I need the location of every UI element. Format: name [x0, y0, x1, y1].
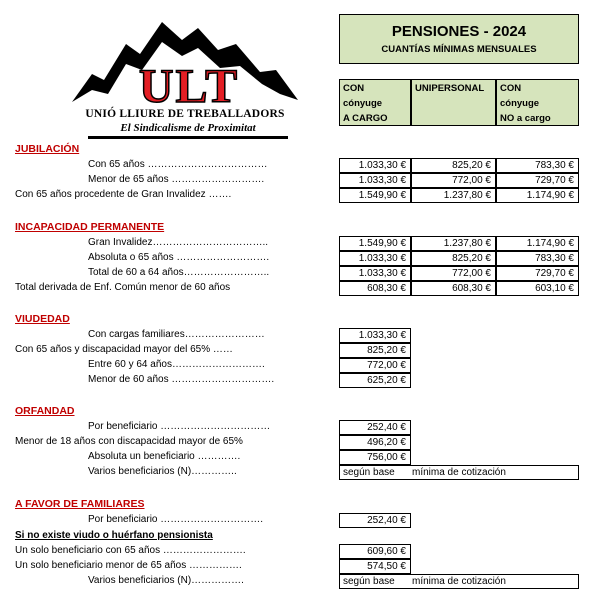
row-label: Menor de 65 años ……………………….	[88, 174, 265, 185]
value-cell: 608,30 €	[411, 281, 496, 296]
value-cell: 603,10 €	[496, 281, 579, 296]
page-subtitle: CUANTÍAS MÍNIMAS MENSUALES	[381, 44, 537, 55]
value-cell: 625,20 €	[339, 373, 411, 388]
value-cell: 783,30 €	[496, 158, 579, 173]
row-label: Total derivada de Enf. Común menor de 60 años	[15, 282, 231, 293]
logo-mark: ULT	[138, 60, 240, 113]
logo-tagline: El Sindicalisme de Proximitat	[120, 122, 256, 134]
value-cell: 574,50 €	[339, 559, 411, 574]
value-cell: 729,70 €	[496, 173, 579, 188]
row-label: Menor de 18 años con discapacidad mayor de 65%	[15, 436, 243, 447]
ult-logo	[70, 14, 300, 132]
subsection-title: Si no existe viudo o huérfano pensionista	[15, 530, 213, 541]
section-title-viudedad: VIUDEDAD	[15, 313, 70, 325]
value-cell: 1.237,80 €	[411, 188, 496, 203]
row-label: Con 65 años ………………………………	[88, 159, 268, 170]
value-cell: 1.033,30 €	[339, 158, 411, 173]
value-cell: 729,70 €	[496, 266, 579, 281]
value-cell: 772,00 €	[339, 358, 411, 373]
value-cell: 1.033,30 €	[339, 328, 411, 343]
value-cell: 608,30 €	[339, 281, 411, 296]
note-cell: según base mínima de cotización	[339, 465, 579, 480]
row-label: Por beneficiario ………………………….	[88, 514, 264, 525]
value-cell: 825,20 €	[339, 343, 411, 358]
value-cell: 496,20 €	[339, 435, 411, 450]
value-cell: 1.174,90 €	[496, 188, 579, 203]
row-label: Con cargas familiares……………………	[88, 329, 265, 340]
value-cell: 756,00 €	[339, 450, 411, 465]
row-label: Un solo beneficiario menor de 65 años …………….	[15, 560, 242, 571]
row-label: Total de 60 a 64 años……………………..	[88, 267, 270, 278]
row-label: Gran Invalidez……………………………..	[88, 237, 269, 248]
row-label: Menor de 60 años ………………………….	[88, 374, 275, 385]
row-label: Entre 60 y 64 años……………………….	[88, 359, 265, 370]
title-box	[339, 14, 579, 64]
value-cell: 772,00 €	[411, 266, 496, 281]
column-header-con-conyuge-a-cargo: CON cónyuge A CARGO	[339, 79, 411, 126]
value-cell: 1.033,30 €	[339, 173, 411, 188]
section-title-incapacidad: INCAPACIDAD PERMANENTE	[15, 221, 165, 233]
row-label: Absoluta o 65 años ……………………….	[88, 252, 270, 263]
page-title: PENSIONES - 2024	[391, 23, 527, 40]
value-cell: 1.033,30 €	[339, 266, 411, 281]
column-header-unipersonal: UNIPERSONAL	[411, 79, 496, 126]
value-cell: 252,40 €	[339, 513, 411, 528]
value-cell: 1.237,80 €	[411, 236, 496, 251]
row-label: Por beneficiario ……………………………	[88, 421, 271, 432]
value-cell: 1.033,30 €	[339, 251, 411, 266]
value-cell: 825,20 €	[411, 158, 496, 173]
section-title-jubilacion: JUBILACIÓN	[15, 143, 80, 155]
section-title-familiares: A FAVOR DE FAMILIARES	[15, 498, 145, 510]
row-label: Varios beneficiarios (N)…………..	[88, 466, 237, 477]
column-header-con-conyuge-no-a-cargo: CON cónyuge NO a cargo	[496, 79, 579, 126]
value-cell: 783,30 €	[496, 251, 579, 266]
value-cell: 1.549,90 €	[339, 188, 411, 203]
row-label: Con 65 años y discapacidad mayor del 65% ……	[15, 344, 233, 355]
value-cell: 609,60 €	[339, 544, 411, 559]
value-cell: 252,40 €	[339, 420, 411, 435]
value-cell: 772,00 €	[411, 173, 496, 188]
value-cell: 1.549,90 €	[339, 236, 411, 251]
logo-rule	[88, 136, 288, 139]
value-cell: 1.174,90 €	[496, 236, 579, 251]
row-label: Varios beneficiarios (N)…………….	[88, 575, 244, 586]
row-label: Absoluta un beneficiario ………….	[88, 451, 241, 462]
section-title-orfandad: ORFANDAD	[15, 405, 75, 417]
value-cell: 825,20 €	[411, 251, 496, 266]
row-label: Un solo beneficiario con 65 años …………………….	[15, 545, 246, 556]
row-label: Con 65 años procedente de Gran Invalidez …….	[15, 189, 232, 200]
note-cell: según base mínima de cotización	[339, 574, 579, 589]
logo-name: UNIÓ LLIURE DE TREBALLADORS	[85, 108, 285, 120]
